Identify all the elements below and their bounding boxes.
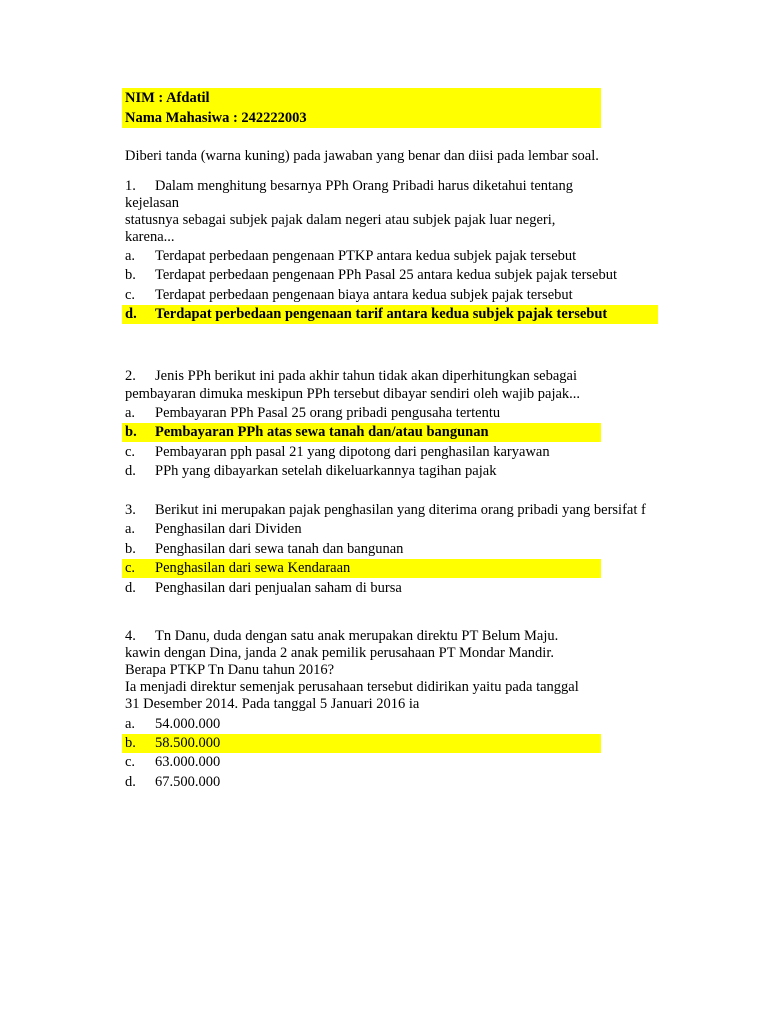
option-text: Pembayaran pph pasal 21 yang dipotong dari penghasilan karyawan (155, 444, 550, 460)
option-letter: c. (125, 444, 136, 460)
q4-option-a[interactable] (125, 715, 220, 734)
option-letter: a. (125, 248, 136, 264)
q3-option-a[interactable] (125, 520, 302, 539)
option-text: Penghasilan dari Dividen (155, 521, 302, 537)
option-text: Penghasilan dari penjualan saham di bursa (155, 580, 402, 596)
option-text: Terdapat perbedaan pengenaan PPh Pasal 25 antara kedua subjek pajak tersebut (155, 267, 618, 283)
question-number: 2. (125, 368, 136, 384)
question-4-line-5: 31 Desember 2014. Pada tanggal 5 Januari 2016 ia (125, 696, 420, 712)
option-letter: b. (125, 541, 136, 557)
question-1-line-3: statusnya sebagai subjek pajak dalam negeri atau subjek pajak luar negeri, (125, 212, 556, 228)
q1-option-d-selected[interactable] (122, 305, 658, 324)
option-letter: c. (125, 560, 136, 576)
option-letter: b. (125, 267, 136, 283)
option-text: Terdapat perbedaan pengenaan biaya antara kedua subjek pajak tersebut (155, 287, 573, 303)
question-2-line-2: pembayaran dimuka meskipun PPh tersebut dibayar sendiri oleh wajib pajak... (125, 386, 581, 402)
question-1-line-2: kejelasan (125, 195, 179, 211)
question-number: 3. (125, 502, 136, 518)
question-4-line-2: kawin dengan Dina, janda 2 anak pemilik perusahaan PT Mondar Mandir. (125, 645, 554, 661)
option-text: Pembayaran PPh atas sewa tanah dan/atau bangunan (155, 424, 489, 440)
nim-line: NIM : Afdatil (125, 90, 210, 106)
option-text: Penghasilan dari sewa tanah dan bangunan (155, 541, 404, 557)
option-letter: d. (125, 580, 136, 596)
q4-option-c[interactable] (125, 753, 220, 772)
q1-option-c[interactable] (125, 286, 573, 305)
q1-option-a[interactable] (125, 247, 576, 266)
option-text: 58.500.000 (155, 735, 221, 751)
option-text: Terdapat perbedaan pengenaan tarif antara kedua subjek pajak tersebut (155, 306, 608, 322)
q3-option-c-selected[interactable] (122, 559, 601, 578)
q4-option-d[interactable] (125, 773, 220, 792)
question-1-line-4: karena... (125, 229, 175, 245)
option-letter: b. (125, 424, 137, 440)
option-text: Pembayaran PPh Pasal 25 orang pribadi pengusaha tertentu (155, 405, 501, 421)
option-text: Penghasilan dari sewa Kendaraan (155, 560, 351, 576)
question-text: Jenis PPh berikut ini pada akhir tahun tidak akan diperhitungkan sebagai (155, 368, 578, 384)
option-letter: a. (125, 521, 136, 537)
question-2 (125, 367, 577, 386)
question-3 (125, 501, 665, 520)
question-4-line-4: Ia menjadi direktur semenjak perusahaan tersebut didirikan yaitu pada tanggal (125, 679, 579, 695)
q1-option-b[interactable] (125, 266, 617, 285)
q2-option-b-selected[interactable] (122, 423, 601, 442)
question-4-line-3: Berapa PTKP Tn Danu tahun 2016? (125, 662, 335, 678)
option-text: PPh yang dibayarkan setelah dikeluarkannya tagihan pajak (155, 463, 497, 479)
question-1 (125, 177, 573, 196)
question-number: 4. (125, 628, 136, 644)
option-letter: c. (125, 754, 136, 770)
option-letter: c. (125, 287, 136, 303)
option-text: 54.000.000 (155, 716, 221, 732)
option-letter: a. (125, 716, 136, 732)
instruction-text: Diberi tanda (warna kuning) pada jawaban yang benar dan diisi pada lembar soal. (125, 148, 599, 164)
q2-option-d[interactable] (125, 462, 496, 481)
question-text: Berikut ini merupakan pajak penghasilan yang diterima orang pribadi yang bersifat f (155, 502, 646, 518)
option-text: 67.500.000 (155, 774, 221, 790)
question-number: 1. (125, 178, 136, 194)
q2-option-c[interactable] (125, 443, 550, 462)
q2-option-a[interactable] (125, 404, 500, 423)
option-letter: d. (125, 306, 137, 322)
option-text: Terdapat perbedaan pengenaan PTKP antara kedua subjek pajak tersebut (155, 248, 577, 264)
q3-option-b[interactable] (125, 540, 403, 559)
question-text: Tn Danu, duda dengan satu anak merupakan direktu PT Belum Maju. (155, 628, 559, 644)
question-text: Dalam menghitung besarnya PPh Orang Pribadi harus diketahui tentang (155, 178, 573, 194)
option-letter: d. (125, 774, 136, 790)
option-letter: a. (125, 405, 136, 421)
option-letter: d. (125, 463, 136, 479)
student-name-line: Nama Mahasiwa : 242222003 (125, 110, 307, 126)
option-letter: b. (125, 735, 136, 751)
q3-option-d[interactable] (125, 579, 402, 598)
q4-option-b-selected[interactable] (122, 734, 601, 753)
option-text: 63.000.000 (155, 754, 221, 770)
